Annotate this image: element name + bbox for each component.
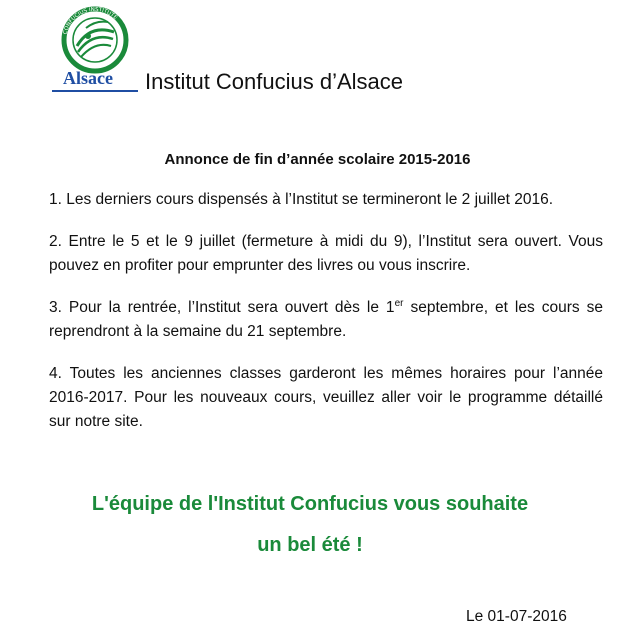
item-3-text-end: septembre, et les cours se reprendront à la semaine du 21 septembre. (49, 299, 603, 340)
logo-wordmark: Alsace (63, 68, 113, 88)
announcement-item-1: 1. Les derniers cours dispensés à l’Institut se termineront le 2 juillet 2016. (49, 191, 554, 208)
announcement-item-3 (49, 296, 603, 344)
institute-logo (50, 6, 140, 90)
logo-underline (52, 90, 138, 92)
closing-message-line-2: un bel été ! (257, 534, 363, 556)
announcement-item-4: 4. Toutes les anciennes classes garderont les mêmes horaires pour l’année 2016-2017. Pour les nouveaux cours, veuillez aller voir le programme détaillé sur notre site. (49, 365, 603, 430)
logo-ring-text: CONFUCIUS INSTITUTE (62, 6, 119, 36)
announcement-item-2: 2. Entre le 5 et le 9 juillet (fermeture à midi du 9), l’Institut sera ouvert. Vous pouvez en profiter pour emprunter des livres ou vous inscrire. (49, 233, 603, 274)
ordinal-superscript: er (394, 297, 404, 309)
item-3-text-start: 3. Pour la rentrée, l’Institut sera ouvert dès le 1 (49, 299, 395, 316)
document-date: Le 01-07-2016 (466, 608, 567, 625)
institute-name: Institut Confucius d’Alsace (145, 69, 404, 94)
announcement-title: Annonce de fin d’année scolaire 2015-2016 (164, 151, 471, 168)
closing-message-line-1: L'équipe de l'Institut Confucius vous souhaite (91, 493, 529, 515)
